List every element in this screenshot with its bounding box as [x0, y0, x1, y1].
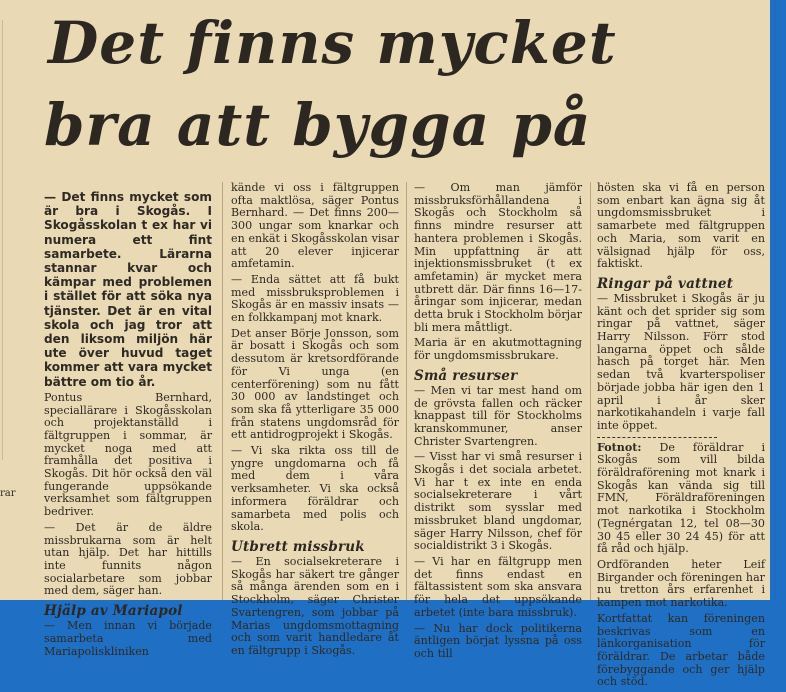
subheading: Hjälp av Mariapol — [44, 603, 183, 620]
paragraph: — Vi har en fältgrupp men det finns endast en fältassistent som ska ansvara för hela det uppsökande arbetet (inte bara missbruk). — [414, 554, 582, 619]
paragraph: — Nu har dock politikerna äntligen börjat lyssna på oss och till — [414, 621, 582, 660]
paragraph: — Visst har vi små resurser i Skogås i det sociala arbetet. Vi har t ex inte en enda socialsekreterare i vårt distrikt som sysslar med missbruket bland ungdomar, säger Harry Nilsson, chef för socialdistrikt 3 i Skogås. — [414, 450, 582, 553]
headline-line-2: bra att bygga på — [44, 91, 592, 159]
column-4 — [597, 182, 765, 692]
paragraph: — Enda sättet att få bukt med missbruksproblemen i Skogås är en massiv insats — en folkkampanj mot knark. — [231, 272, 399, 325]
subheading: Små resurser — [414, 367, 518, 384]
paragraph: Kortfattat kan föreningen beskrivas som en länkorganisation för föräldrar. De arbetar både förebyggande och ger hjälp och stöd. — [597, 611, 765, 689]
lead-paragraph: — Det finns mycket som är bra i Skogås. I Skogåsskolan t ex har vi numera ett fint samarbete. Lärarna stannar kvar och kämpar med problemen i stället för att söka nya tjänster. Det är en vital skola och jag tror att den liksom miljön här ute över huvud taget kommer att vara mycket bättre om tio år. — [44, 190, 212, 389]
column-2 — [231, 182, 399, 661]
paragraph: — Men vi tar mest hand om de grövsta fallen och räcker knappast till för Stockholms kranskommuner, anser Christer Svartengren. — [414, 383, 582, 448]
subheading: Ringar på vattnet — [597, 275, 734, 292]
paragraph: — Missbruket i Skogås är ju känt och det sprider sig som ringar på vattnet, säger Harry Nilsson. Förr stod langarna öppet och sålde hasch på torget här. Men sedan två kvarterspoliser började jobba här igen den 1 april i år sker narkotikahandeln i varje fall inte öppet. — [597, 291, 765, 432]
paragraph: — Vi ska rikta oss till de yngre ungdomarna och få med dem i våra verksamheter. Vi ska också informera föräldrar och samarbeta med polis och skola. — [231, 444, 399, 534]
column-divider — [406, 182, 407, 600]
fold-line — [2, 20, 3, 460]
dashed-rule — [597, 437, 717, 438]
paragraph: kände vi oss i fältgruppen ofta maktlösa, säger Pontus Bernhard. — Det finns 200—300 ungar som knarkar och en enkät i Skogåsskolan visar att 20 elever injicerar amfetamin. — [231, 181, 399, 271]
column-divider — [590, 182, 591, 600]
column-divider — [222, 182, 223, 600]
paragraph: — En socialsekreterare i Skogås har säkert tre gånger så många ärenden som en i Stockholm, säger Christer Svartengren, som jobbar på Marias ungdomsmottagning och som varit handledare åt en fältgrupp i Skogås. — [231, 554, 399, 657]
footnote-paragraph — [597, 442, 765, 556]
subheading: Utbrett missbruk — [231, 538, 365, 555]
paragraph: hösten ska vi få en person som enbart kan ägna sig åt ungdomsmissbruket i samarbete med fältgruppen och Maria, som varit en välsignad hjälp för oss, faktiskt. — [597, 181, 765, 271]
paragraph: — Om man jämför missbruksförhållandena i Skogås och Stockholm så finns mindre resurser att hantera problemen i Skogås. Min uppfattning är att injektionsmissbruket (t ex amfetamin) är mycket mera utbrett där. Där finns 16—17-åringar som injicerar, medan detta bruk i Stockholm börjar bli mera måttligt. — [414, 181, 582, 334]
paragraph: Pontus Bernhard, speciallärare i Skogåsskolan och projektanställd i fältgruppen i sommar, är mycket noga med att framhålla det positiva i Skogås. Dit hör också den väl fungerande uppsökande verksamhet som fältgruppen bedriver. — [44, 390, 212, 519]
column-1 — [44, 182, 212, 661]
paragraph: — Det är de äldre missbrukarna som är helt utan hjälp. Det har hittills inte funnits någon socialarbetare som jobbar med dem, säger han. — [44, 520, 212, 598]
edge-fragment: rar — [0, 488, 16, 499]
paragraph: Ordföranden heter Leif Birgander och föreningen har nu tretton års erfarenhet i kampen mot narkotika. — [597, 557, 765, 610]
paragraph: Det anser Börje Jonsson, som är bosatt i Skogås och som dessutom är kretsordförande för Vi unga (en centerförening) som nu fått 30 000 av landstinget och som ska få ytterligare 35 000 från statens ungdomsråd för ett antidrogprojekt i Skogås. — [231, 326, 399, 442]
footnote-text: De föräldrar i Skogås som vill bilda föräldraförening mot knark i Skogås kan vända sig till FMN, Föräldraföreningen mot narkotika i Stockholm (Tegnérgatan 12, tel 08—30 30 45 eller 30 24 45) för att få råd och hjälp. — [597, 440, 765, 556]
paragraph: Maria är en akutmottagning för ungdomsmissbrukare. — [414, 336, 582, 363]
headline-line-1: Det finns mycket — [48, 9, 617, 77]
column-3 — [414, 182, 582, 664]
paragraph: — Men innan vi började samarbeta med Mariapoliskliniken — [44, 619, 212, 658]
footnote-label: Fotnot: — [597, 440, 642, 454]
